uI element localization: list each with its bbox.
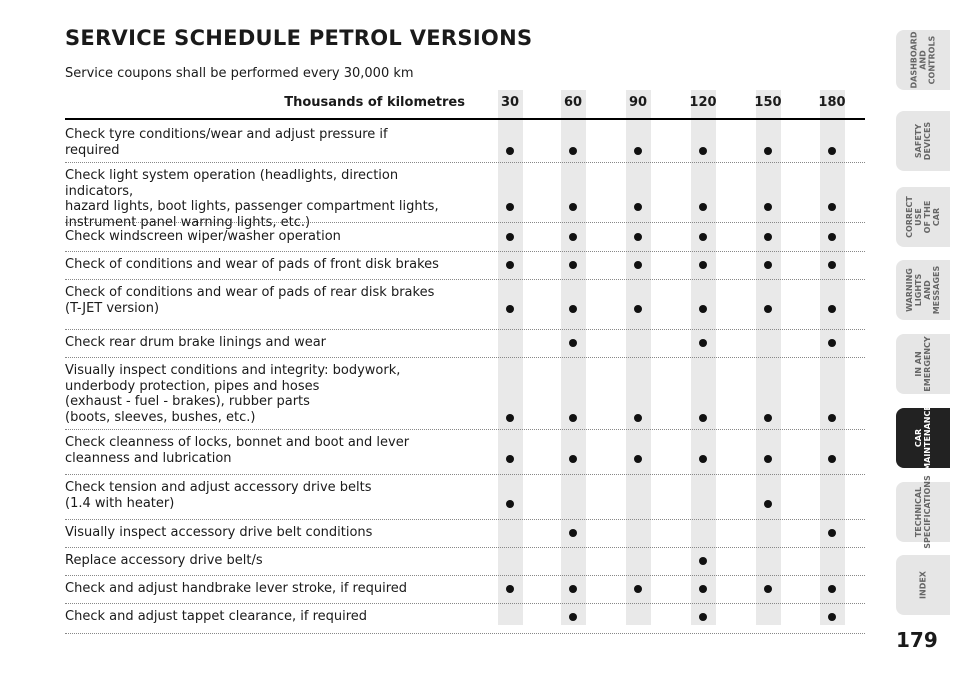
service-dot-150 bbox=[764, 261, 772, 269]
service-dot-150 bbox=[764, 455, 772, 463]
service-dot-120 bbox=[699, 585, 707, 593]
row-description: Visually inspect conditions and integrity: bodywork, underbody protection, pipes and hoses (exhaust - fuel - brakes), rubber parts (boots, sleeves, bushes, etc.) bbox=[65, 363, 401, 425]
section-tab-dashboard-and-controls[interactable] bbox=[896, 30, 950, 90]
table-row bbox=[65, 253, 865, 280]
section-tab-label: CORRECT USE OF THE CAR bbox=[905, 196, 941, 238]
section-tab-label: SAFETY DEVICES bbox=[914, 121, 932, 161]
service-dot-90 bbox=[634, 147, 642, 155]
table-row bbox=[65, 225, 865, 252]
section-tab-safety-devices[interactable] bbox=[896, 111, 950, 171]
service-dot-120 bbox=[699, 339, 707, 347]
table-row bbox=[65, 577, 865, 604]
service-dot-60 bbox=[569, 339, 577, 347]
km-header-30: 30 bbox=[500, 95, 520, 110]
table-row bbox=[65, 431, 865, 475]
service-dot-60 bbox=[569, 305, 577, 313]
section-tab-label: TECHNICAL SPECIFICATIONS bbox=[914, 475, 932, 549]
table-row bbox=[65, 549, 865, 576]
section-tab-label: INDEX bbox=[918, 571, 928, 599]
service-dot-120 bbox=[699, 613, 707, 621]
section-tab-car-maintenance[interactable] bbox=[896, 405, 950, 471]
table-header bbox=[65, 90, 865, 118]
section-tab-label: IN AN EMERGENCY bbox=[914, 336, 932, 392]
service-dot-30 bbox=[506, 261, 514, 269]
service-dot-180 bbox=[828, 261, 836, 269]
header-rule bbox=[65, 118, 865, 120]
service-dot-180 bbox=[828, 233, 836, 241]
row-description: Check cleanness of locks, bonnet and boot and lever cleanness and lubrication bbox=[65, 435, 410, 466]
service-dot-180 bbox=[828, 529, 836, 537]
service-dot-180 bbox=[828, 147, 836, 155]
service-dot-180 bbox=[828, 613, 836, 621]
service-dot-90 bbox=[634, 455, 642, 463]
service-dot-60 bbox=[569, 233, 577, 241]
km-header-90: 90 bbox=[628, 95, 648, 110]
table-row bbox=[65, 476, 865, 520]
table-row bbox=[65, 164, 865, 230]
service-dot-120 bbox=[699, 261, 707, 269]
service-dot-150 bbox=[764, 414, 772, 422]
row-description: Check tension and adjust accessory drive belts (1.4 with heater) bbox=[65, 480, 372, 511]
section-tab-label: DASHBOARD AND CONTROLS bbox=[909, 31, 937, 89]
km-header-60: 60 bbox=[563, 95, 583, 110]
service-dot-180 bbox=[828, 455, 836, 463]
row-description: Check and adjust tappet clearance, if required bbox=[65, 609, 368, 624]
service-dot-30 bbox=[506, 233, 514, 241]
section-tab-label: WARNING LIGHTS AND MESSAGES bbox=[905, 265, 941, 315]
service-dot-180 bbox=[828, 339, 836, 347]
service-dot-120 bbox=[699, 414, 707, 422]
table-row bbox=[65, 359, 865, 430]
row-description: Check of conditions and wear of pads of front disk brakes bbox=[65, 257, 439, 272]
header-label: Thousands of kilometres bbox=[284, 95, 465, 110]
section-tab-label: CAR MAINTENANCE bbox=[914, 405, 932, 471]
section-tab-correct-use-of-the-car[interactable] bbox=[896, 187, 950, 247]
service-dot-150 bbox=[764, 147, 772, 155]
table-row bbox=[65, 123, 865, 163]
service-dot-60 bbox=[569, 585, 577, 593]
service-dot-30 bbox=[506, 585, 514, 593]
service-dot-30 bbox=[506, 203, 514, 211]
service-dot-150 bbox=[764, 203, 772, 211]
row-description: Replace accessory drive belt/s bbox=[65, 553, 263, 568]
service-dot-60 bbox=[569, 455, 577, 463]
row-description: Check windscreen wiper/washer operation bbox=[65, 229, 341, 244]
service-dot-120 bbox=[699, 305, 707, 313]
row-description: Check tyre conditions/wear and adjust pressure if required bbox=[65, 127, 388, 158]
row-description: Visually inspect accessory drive belt conditions bbox=[65, 525, 373, 540]
row-description: Check and adjust handbrake lever stroke, if required bbox=[65, 581, 408, 596]
section-tab-in-an-emergency[interactable] bbox=[896, 334, 950, 394]
service-dot-60 bbox=[569, 261, 577, 269]
service-dot-120 bbox=[699, 557, 707, 565]
section-tab-technical-specifications[interactable] bbox=[896, 475, 950, 549]
service-dot-180 bbox=[828, 305, 836, 313]
table-row bbox=[65, 331, 865, 358]
service-dot-30 bbox=[506, 147, 514, 155]
service-dot-30 bbox=[506, 455, 514, 463]
page-number: 179 bbox=[896, 628, 938, 652]
table-row bbox=[65, 605, 865, 634]
service-dot-60 bbox=[569, 203, 577, 211]
service-dot-120 bbox=[699, 233, 707, 241]
service-dot-60 bbox=[569, 529, 577, 537]
section-tab-index[interactable] bbox=[896, 555, 950, 615]
service-dot-150 bbox=[764, 585, 772, 593]
service-dot-150 bbox=[764, 500, 772, 508]
service-dot-150 bbox=[764, 305, 772, 313]
section-tab-warning-lights-and-messages[interactable] bbox=[896, 260, 950, 320]
row-description: Check of conditions and wear of pads of rear disk brakes (T-JET version) bbox=[65, 285, 435, 316]
service-dot-30 bbox=[506, 500, 514, 508]
page-title: SERVICE SCHEDULE PETROL VERSIONS bbox=[65, 26, 533, 50]
service-dot-180 bbox=[828, 203, 836, 211]
page-subtitle: Service coupons shall be performed every 30,000 km bbox=[65, 66, 414, 81]
km-header-150: 150 bbox=[754, 95, 782, 110]
service-dot-30 bbox=[506, 414, 514, 422]
service-dot-90 bbox=[634, 261, 642, 269]
service-dot-90 bbox=[634, 585, 642, 593]
service-dot-90 bbox=[634, 203, 642, 211]
service-dot-60 bbox=[569, 147, 577, 155]
service-dot-90 bbox=[634, 233, 642, 241]
service-dot-120 bbox=[699, 147, 707, 155]
service-dot-30 bbox=[506, 305, 514, 313]
km-header-120: 120 bbox=[689, 95, 717, 110]
service-dot-120 bbox=[699, 203, 707, 211]
row-description: Check light system operation (headlights, direction indicators, hazard lights, boot lights, passenger compartment lights, instrument panel warning lights, etc.) bbox=[65, 168, 439, 230]
service-dot-60 bbox=[569, 613, 577, 621]
service-dot-90 bbox=[634, 305, 642, 313]
km-header-180: 180 bbox=[818, 95, 846, 110]
service-dot-150 bbox=[764, 233, 772, 241]
table-row bbox=[65, 521, 865, 548]
service-dot-90 bbox=[634, 414, 642, 422]
table-row bbox=[65, 281, 865, 330]
row-description: Check rear drum brake linings and wear bbox=[65, 335, 327, 350]
service-dot-60 bbox=[569, 414, 577, 422]
service-dot-120 bbox=[699, 455, 707, 463]
service-dot-180 bbox=[828, 414, 836, 422]
service-dot-180 bbox=[828, 585, 836, 593]
